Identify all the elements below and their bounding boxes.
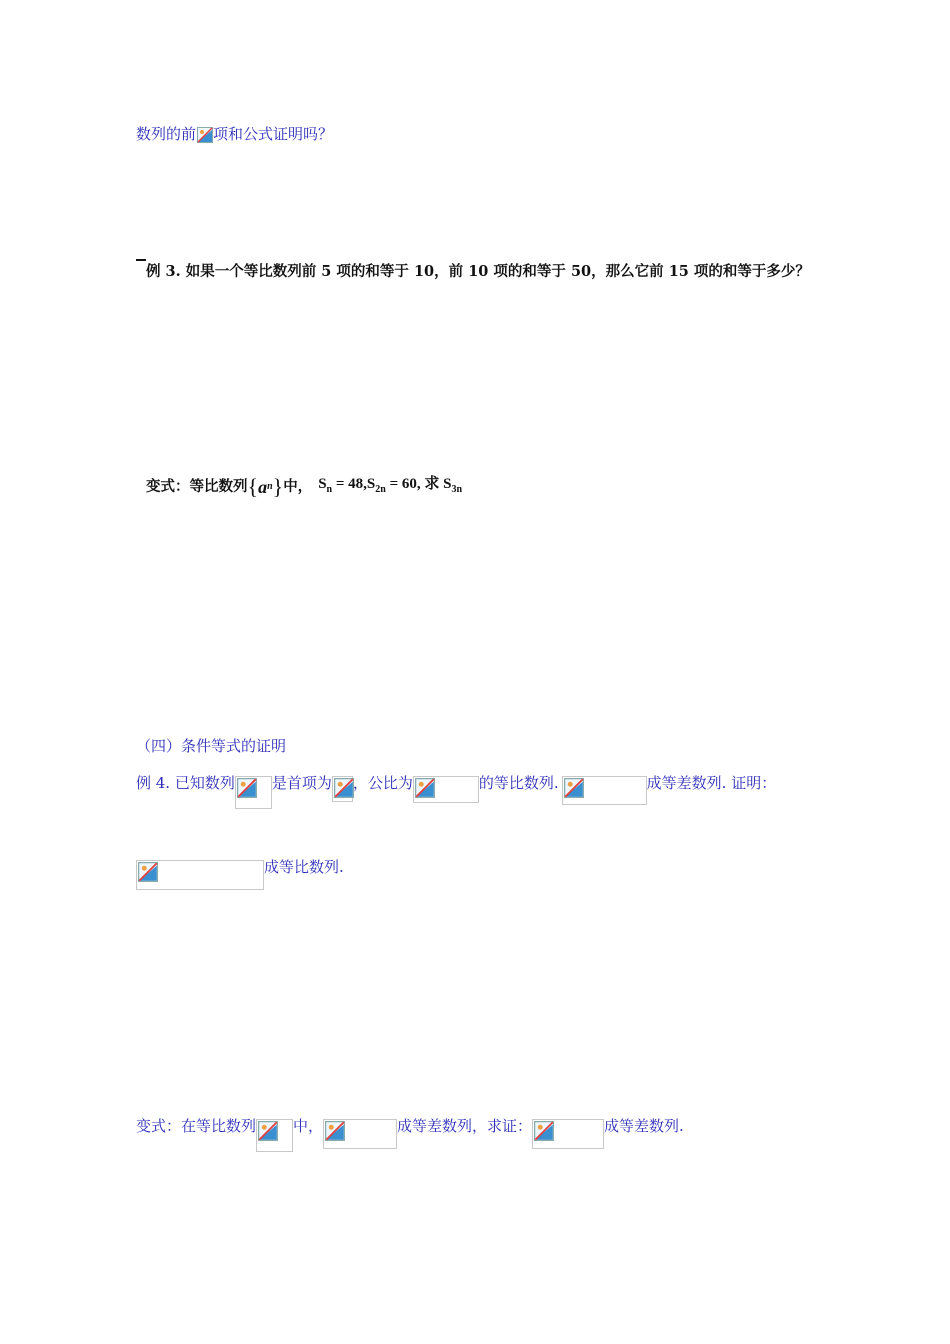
var2-t4: 成等差数列. xyxy=(604,1117,684,1135)
example3-text: 例 3. 如果一个等比数列前 5 项的和等于 10，前 10 项的和等于 50，那么它前 15 项的和等于多少？ xyxy=(146,263,810,280)
s-3n-sub: 3n xyxy=(451,484,463,495)
formula-image-an-2 xyxy=(256,1119,293,1152)
formula-image-arith-conclusion xyxy=(532,1119,604,1149)
variant1-prefix: 变式：等比数列 xyxy=(146,478,248,495)
formula-image-n xyxy=(196,126,213,144)
ex4-t2: 是首项为 xyxy=(271,774,332,792)
variant1-middle: 中， xyxy=(283,478,313,495)
seq-sub: n xyxy=(267,481,273,492)
broken-image-icon xyxy=(197,127,213,143)
margin-dash xyxy=(136,259,146,261)
formula-image-first-term xyxy=(332,776,353,802)
s-3n: S xyxy=(443,476,452,492)
ex4-t3: ，公比为 xyxy=(352,774,413,792)
variant1-formula xyxy=(318,474,462,500)
para1-text-after: 项和公式证明吗？ xyxy=(213,125,334,143)
seq-letter: a xyxy=(258,477,268,497)
broken-image-icon xyxy=(334,778,354,798)
broken-image-icon xyxy=(138,862,158,882)
formula-image-arith-condition xyxy=(323,1119,397,1149)
broken-image-icon xyxy=(258,1121,278,1141)
example-4-line-2 xyxy=(136,857,344,890)
formula-image-condition xyxy=(562,776,647,805)
eq1: = 48, xyxy=(332,476,367,492)
variant-2 xyxy=(136,1116,684,1152)
section4-heading-text: （四）条件等式的证明 xyxy=(136,737,287,755)
broken-image-icon xyxy=(415,778,435,798)
broken-image-icon xyxy=(564,778,584,798)
para1-text-before: 数列的前 xyxy=(136,125,197,143)
broken-image-icon xyxy=(534,1121,554,1141)
formula-image-an xyxy=(235,776,272,809)
brace-open: { xyxy=(247,474,259,499)
section-4-heading xyxy=(136,736,286,756)
brace-close: } xyxy=(272,474,284,499)
example-3 xyxy=(146,262,810,282)
s-2n-sub: 2n xyxy=(375,484,386,495)
variant-1 xyxy=(146,474,462,500)
s-n-sub: n xyxy=(326,484,333,495)
example-4-line-1 xyxy=(136,773,776,809)
broken-image-icon xyxy=(237,778,257,798)
ex4-t6: 成等比数列. xyxy=(264,858,344,876)
s-2n: S xyxy=(366,476,376,492)
ex4-t4: 的等比数列. xyxy=(478,774,559,792)
ex4-t1: 例 4. 已知数列 xyxy=(136,774,235,792)
ex4-t5: 成等差数列. 证明： xyxy=(646,774,777,792)
var2-t1: 变式：在等比数列 xyxy=(136,1117,257,1135)
sequence-a-n xyxy=(247,474,284,499)
para-sum-formula-question xyxy=(136,124,333,144)
formula-image-ratio xyxy=(413,776,479,803)
broken-image-icon xyxy=(325,1121,345,1141)
eq2: = 60, xyxy=(385,476,421,492)
var2-t2: 中， xyxy=(293,1117,324,1135)
s-n: S xyxy=(318,476,327,492)
ask-word: 求 xyxy=(420,476,444,492)
formula-image-conclusion xyxy=(136,860,264,890)
var2-t3: 成等差数列，求证： xyxy=(397,1117,533,1135)
